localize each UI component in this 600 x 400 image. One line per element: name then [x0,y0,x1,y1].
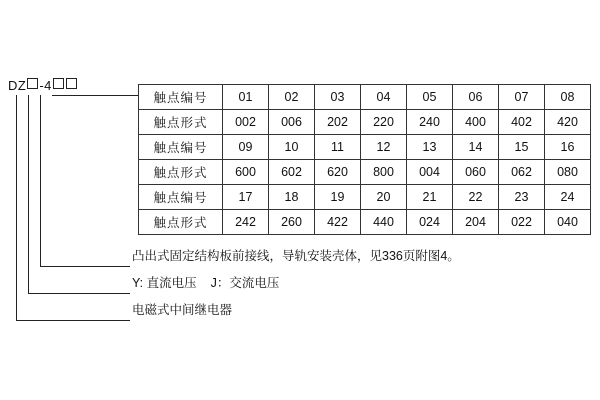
note-structure: 凸出式固定结构板前接线，导轨安装壳体，见336页附图4。 [132,249,460,263]
table-cell: 260 [269,210,315,235]
leader-line-contacts-vertical [16,95,17,320]
table-cell: 800 [361,160,407,185]
table-cell: 600 [223,160,269,185]
table-cell: 080 [545,160,591,185]
table-cell: 22 [453,185,499,210]
leader-line-table-horizontal [52,95,138,96]
model-box-1 [27,78,38,89]
model-box-2 [53,78,64,89]
table-cell: 002 [223,110,269,135]
model-code [8,78,78,93]
table-cell: 06 [453,85,499,110]
row-header: 触点编号 [139,135,223,160]
table-cell: 20 [361,185,407,210]
leader-line-voltage-horizontal [28,293,130,294]
model-box-3 [66,78,77,89]
table-cell: 21 [407,185,453,210]
table-cell: 04 [361,85,407,110]
table-row [139,85,591,110]
table-row [139,135,591,160]
model-middle: -4 [39,78,52,93]
table-cell: 23 [499,185,545,210]
table-cell: 220 [361,110,407,135]
table-cell: 060 [453,160,499,185]
table-cell: 040 [545,210,591,235]
table-cell: 13 [407,135,453,160]
table-cell: 19 [315,185,361,210]
table-cell: 202 [315,110,361,135]
table-cell: 024 [407,210,453,235]
note-voltage-ac: J：交流电压 [210,276,280,290]
table-cell: 022 [499,210,545,235]
table-cell: 05 [407,85,453,110]
note-voltage [132,273,279,291]
contacts-table-wrap [138,84,591,235]
table-cell: 24 [545,185,591,210]
row-header: 触点形式 [139,160,223,185]
table-cell: 08 [545,85,591,110]
leader-line-structure-vertical [40,95,41,266]
row-header: 触点编号 [139,185,223,210]
table-cell: 03 [315,85,361,110]
table-row [139,185,591,210]
table-cell: 16 [545,135,591,160]
leader-line-structure-horizontal [40,266,130,267]
table-cell: 602 [269,160,315,185]
table-cell: 204 [453,210,499,235]
table-cell: 004 [407,160,453,185]
leader-line-voltage-vertical [28,95,29,293]
row-header: 触点编号 [139,85,223,110]
table-row [139,110,591,135]
table-cell: 240 [407,110,453,135]
row-header: 触点形式 [139,110,223,135]
table-cell: 440 [361,210,407,235]
table-cell: 422 [315,210,361,235]
leader-line-device-horizontal [16,320,130,321]
table-cell: 402 [499,110,545,135]
contacts-table [138,84,591,235]
table-cell: 07 [499,85,545,110]
table-cell: 18 [269,185,315,210]
note-device: 电磁式中间继电器 [132,303,233,317]
table-cell: 09 [223,135,269,160]
table-cell: 11 [315,135,361,160]
model-prefix: DZ [8,78,27,93]
table-cell: 15 [499,135,545,160]
table-cell: 01 [223,85,269,110]
table-cell: 14 [453,135,499,160]
table-cell: 12 [361,135,407,160]
table-cell: 620 [315,160,361,185]
table-row [139,160,591,185]
table-cell: 420 [545,110,591,135]
table-row [139,210,591,235]
table-cell: 17 [223,185,269,210]
table-cell: 062 [499,160,545,185]
row-header: 触点形式 [139,210,223,235]
table-cell: 242 [223,210,269,235]
table-cell: 10 [269,135,315,160]
table-cell: 006 [269,110,315,135]
table-cell: 400 [453,110,499,135]
table-cell: 02 [269,85,315,110]
note-voltage-dc: Y: 直流电压 [132,276,197,290]
